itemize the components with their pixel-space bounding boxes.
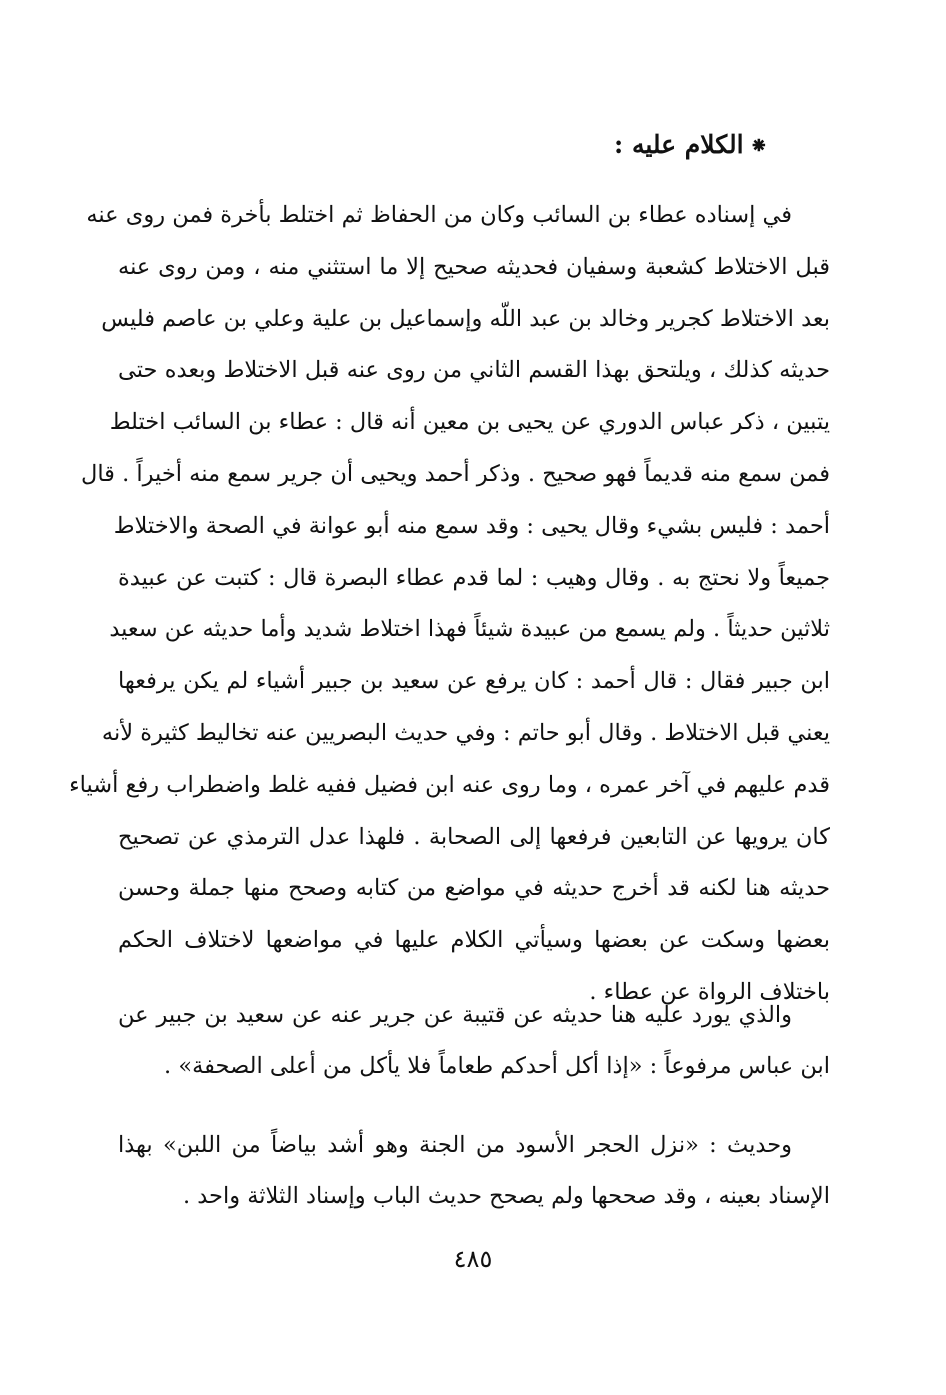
text-line: وحديث : «نزل الحجر الأسود من الجنة وهو أشد بياضاً من اللبن» بهذا (118, 1132, 792, 1158)
hadith-paragraph (118, 990, 830, 1092)
text-line: قبل الاختلاط كشعبة وسفيان فحديثه صحيح إلا ما استثني منه ، ومن روى عنه (118, 253, 830, 280)
text-line: قدم عليهم في آخر عمره ، وما روى عنه ابن فضيل ففيه غلط واضطراب رفع أشياء (69, 771, 830, 798)
text-line: باختلاف الرواة عن عطاء . (589, 978, 830, 1005)
text-line: بعضها وسكت عن بعضها وسيأتي الكلام عليها في مواضعها لاختلاف الحكم (118, 927, 830, 954)
text-line: جميعاً ولا نحتج به . وقال وهيب : لما قدم عطاء البصرة قال : كتبت عن عبيدة (118, 564, 830, 591)
text-line: ثلاثين حديثاً . ولم يسمع من عبيدة شيئاً فهذا اختلاط شديد وأما حديثه عن سعيد (109, 616, 830, 643)
asterism-icon: ⁕ (749, 133, 768, 159)
text-line: يعني قبل الاختلاط . وقال أبو حاتم : وفي حديث البصريين عنه تخاليط كثيرة لأنه (101, 719, 830, 746)
text-line: فمن سمع منه قديماً فهو صحيح . وذكر أحمد ويحيى أن جرير سمع منه أخيراً . قال (80, 460, 830, 487)
text-line: ابن عباس مرفوعاً : «إذا أكل أحدكم طعاماً فلا يأكل من أعلى الصحفة» . (164, 1053, 830, 1079)
text-line: يتبين ، ذكر عباس الدوري عن يحيى بن معين أنه قال : عطاء بن السائب اختلط (109, 409, 830, 436)
text-line: ابن جبير فقال : قال أحمد : كان يرفع عن سعيد بن جبير أشياء لم يكن يرفعها (118, 668, 830, 695)
text-line: كان يرويها عن التابعين فرفعها إلى الصحابة . فلهذا عدل الترمذي عن تصحيح (118, 823, 830, 850)
text-line: الإسناد بعينه ، وقد صححها ولم يصحح حديث الباب وإسناد الثلاثة واحد . (182, 1183, 830, 1209)
section-heading-text: الكلام عليه : (614, 130, 744, 159)
text-line: أحمد : فليس بشيء وقال يحيى : وقد سمع منه أبو عوانة في الصحة والاختلاط (113, 512, 830, 539)
hadith-paragraph (118, 1120, 830, 1222)
text-line: والذي يورد عليه هنا حديثه عن قتيبة عن جرير عنه عن سعيد بن جبير عن (118, 1002, 792, 1028)
text-line: حديثه كذلك ، ويلتحق بهذا القسم الثاني من روى عنه قبل الاختلاط وبعده حتى (118, 357, 830, 384)
page-number: ٤٨٥ (453, 1245, 493, 1273)
text-line: في إسناده عطاء بن السائب وكان من الحفاظ ثم اختلط بأخرة فمن روى عنه (86, 202, 792, 228)
section-heading (614, 128, 768, 163)
text-line: حديثه هنا لكنه قد أخرج حديثه في مواضع من كتابه وصحح منها جملة وحسن (118, 875, 830, 902)
commentary-paragraph (69, 190, 830, 1019)
text-line: بعد الاختلاط كجرير وخالد بن عبد اللّه وإسماعيل بن علية وعلي بن عاصم فليس (101, 305, 830, 332)
